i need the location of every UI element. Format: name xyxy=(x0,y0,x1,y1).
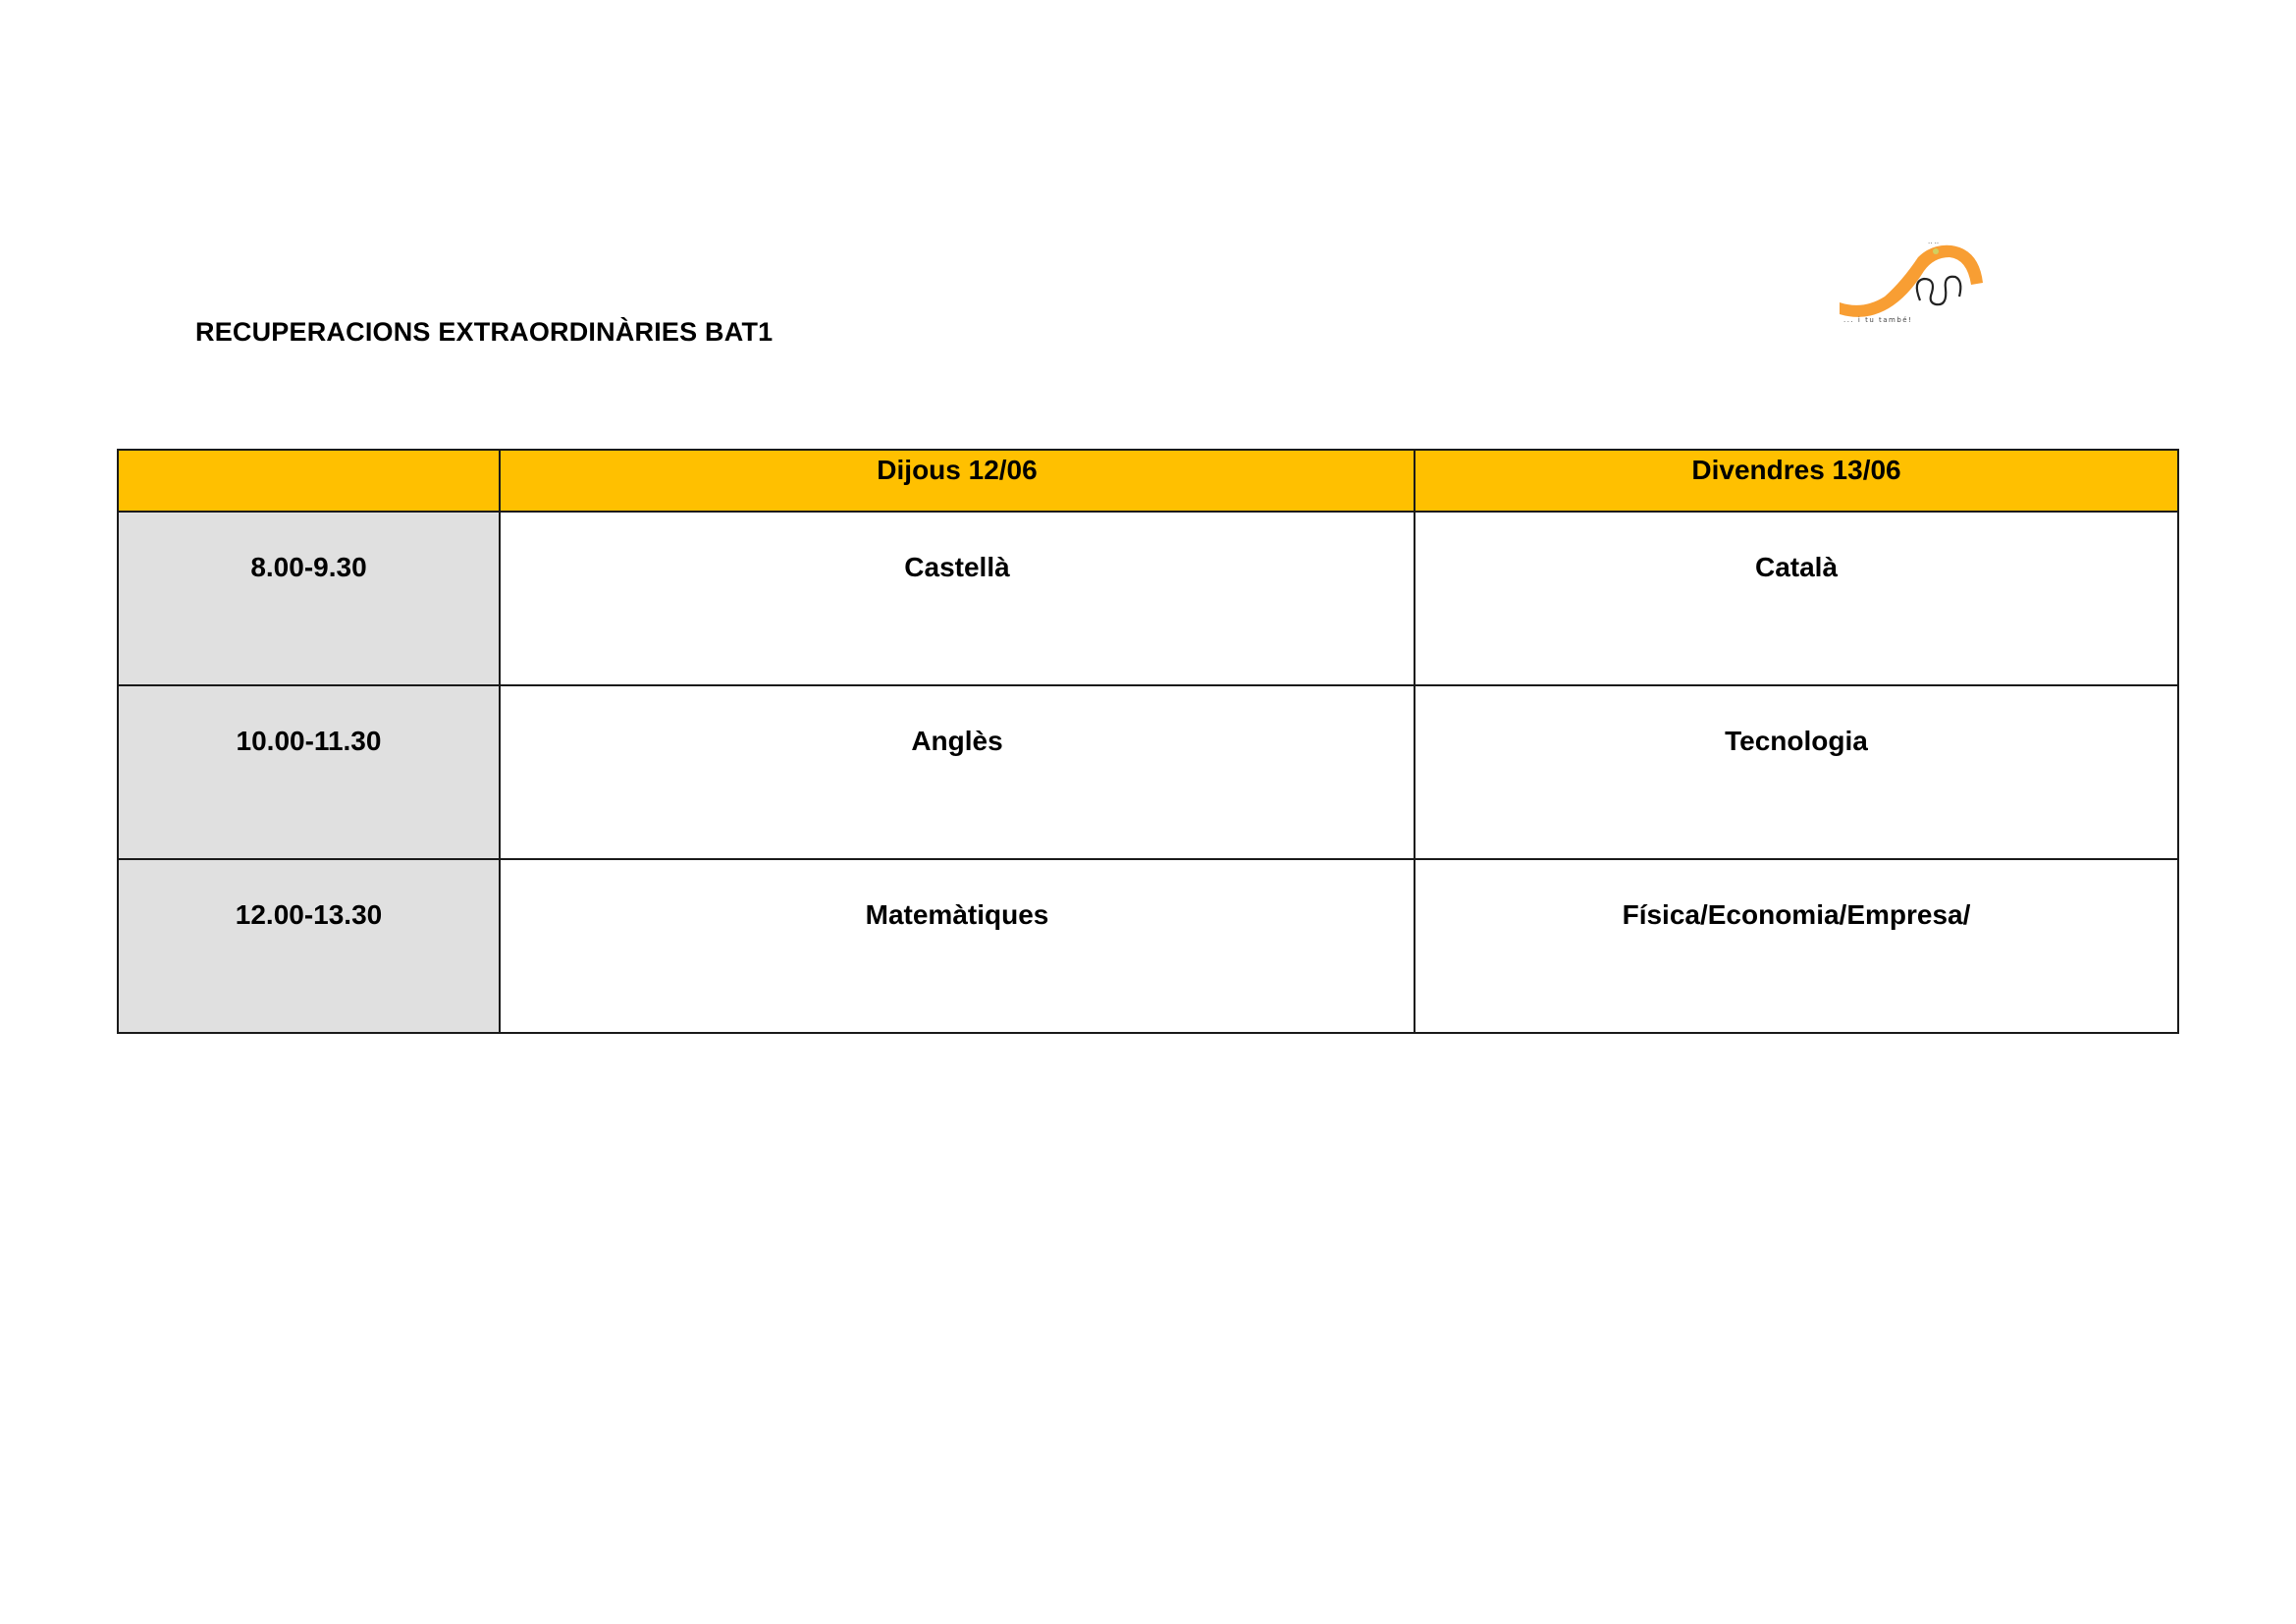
table-row xyxy=(118,685,2178,859)
subject-cell: Castellà xyxy=(500,512,1415,685)
header-day-thursday: Dijous 12/06 xyxy=(500,450,1415,512)
school-logo-icon xyxy=(1834,232,1991,338)
subject-cell: Anglès xyxy=(500,685,1415,859)
exam-schedule-table xyxy=(117,449,2179,1034)
time-slot-cell: 8.00-9.30 xyxy=(118,512,500,685)
subject-cell: Física/Economia/Empresa/ xyxy=(1415,859,2178,1033)
document-title: RECUPERACIONS EXTRAORDINÀRIES BAT1 xyxy=(195,317,774,347)
svg-text:·· ··: ·· ·· xyxy=(1928,240,1940,247)
header-day-friday: Divendres 13/06 xyxy=(1415,450,2178,512)
time-slot-cell: 12.00-13.30 xyxy=(118,859,500,1033)
table-row xyxy=(118,859,2178,1033)
svg-text:... i tu també!: ... i tu també! xyxy=(1843,316,1913,324)
table-row xyxy=(118,512,2178,685)
table-header-row xyxy=(118,450,2178,512)
subject-cell: Matemàtiques xyxy=(500,859,1415,1033)
subject-cell: Català xyxy=(1415,512,2178,685)
time-slot-cell: 10.00-11.30 xyxy=(118,685,500,859)
header-empty-cell xyxy=(118,450,500,512)
subject-cell: Tecnologia xyxy=(1415,685,2178,859)
